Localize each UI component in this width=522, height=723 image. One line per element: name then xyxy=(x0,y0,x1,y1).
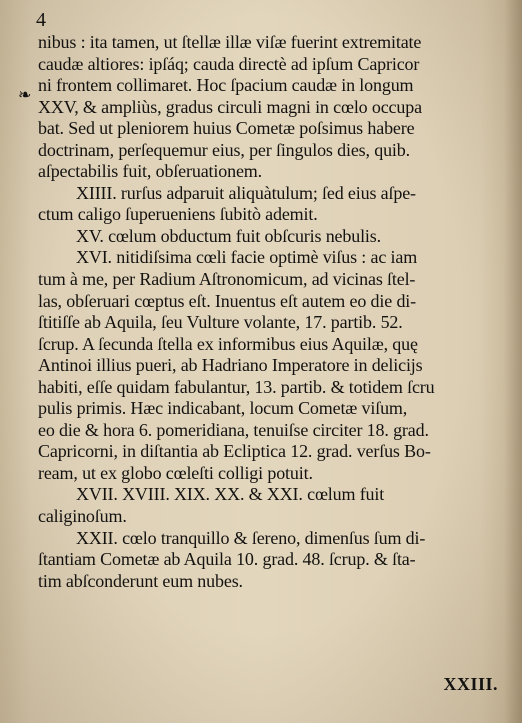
text-line: XXII. cœlo tranquillo & ſereno, dimenſus ſum di- xyxy=(76,527,426,548)
catchword: XXIII. xyxy=(443,674,498,694)
text-line: nibus : ita tamen, ut ſtellæ illæ viſæ fuerint extremitate xyxy=(38,32,422,52)
text-line: ſtantiam Cometæ ab Aquila 10. grad. 48. ſcrup. & ſta- xyxy=(38,549,416,570)
text-line: tum à me, per Radium Aſtronomicum, ad vicinas ſtel- xyxy=(38,269,416,290)
margin-mark: ❧ xyxy=(18,87,32,104)
text-line: XXV, & ampliùs, gradus circuli magni in cœlo occupa xyxy=(38,96,422,117)
text-line: bat. Sed ut pleniorem huius Cometæ poſsimus habere xyxy=(38,118,415,139)
text-line: ni frontem collimaret. Hoc ſpacium caudæ in longum xyxy=(38,75,414,96)
page-number: 4 xyxy=(36,9,46,31)
text-line: las, obſeruari cœptus eſt. Inuentus eſt autem eo die di- xyxy=(38,290,416,311)
text-line: ctum caligo ſuperueniens ſubitò ademit. xyxy=(38,204,318,225)
text-line: habiti, eſſe quidam fabulantur, 13. partib. & totidem ſcru xyxy=(38,376,435,397)
text-line: eo die & hora 6. pomeridiana, tenuiſse circiter 18. grad. xyxy=(38,419,429,440)
text-line: tim abſconderunt eum nubes. xyxy=(38,570,243,591)
text-line: Antinoi illius pueri, ab Hadriano Imperatore in delicijs xyxy=(38,355,423,376)
text-line: ſtitiſſe ab Aquila, ſeu Vulture volante, 17. partib. 52. xyxy=(38,312,403,333)
text-line: pulis primis. Hæc indicabant, locum Cometæ viſum, xyxy=(38,398,408,419)
text-line: ſcrup. A ſecunda ſtella ex informibus eius Aquilæ, quę xyxy=(38,333,418,354)
body-text xyxy=(38,32,508,592)
text-line: caliginoſum. xyxy=(38,506,127,527)
text-line: XV. cœlum obductum fuit obſcuris nebulis. xyxy=(76,225,381,246)
text-line: XVI. nitidiſsima cœli facie optimè viſus : ac iam xyxy=(76,247,418,268)
text-line: doctrinam, perſequemur eius, per ſingulos dies, quib. xyxy=(38,139,410,160)
text-line: Capricorni, in diſtantia ab Ecliptica 12. grad. verſus Bo- xyxy=(38,441,431,462)
text-line: XVII. XVIII. XIX. XX. & XXI. cœlum fuit xyxy=(76,484,385,505)
text-line: aſpectabilis fuit, obſeruationem. xyxy=(38,161,262,182)
text-line: XIIII. rurſus adparuit aliquàtulum; ſed eius aſpe- xyxy=(76,182,416,203)
text-line: caudæ altiores: ipſáq; cauda directè ad ipſum Capricor xyxy=(38,53,420,74)
text-line: ream, ut ex globo cœleſti colligi potuit. xyxy=(38,462,313,483)
